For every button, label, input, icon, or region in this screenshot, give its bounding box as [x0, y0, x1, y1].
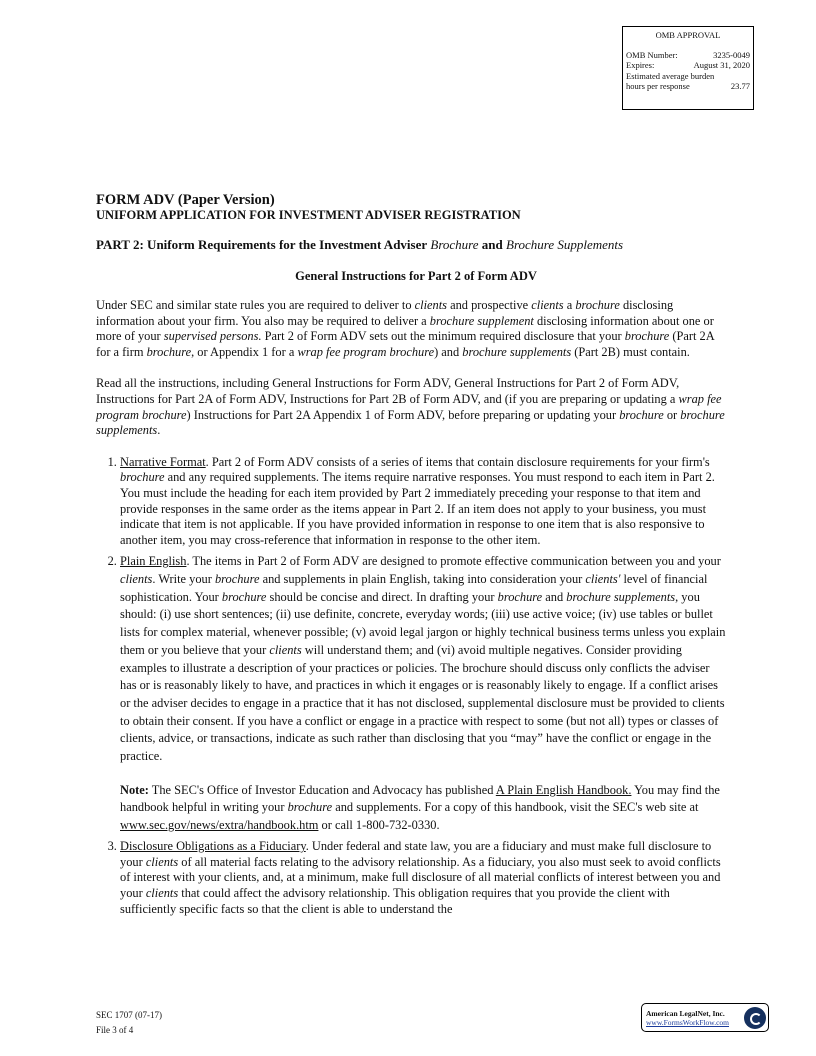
omb-title: OMB APPROVAL	[655, 30, 721, 40]
omb-expires-value: August 31, 2020	[693, 60, 750, 70]
logo-name: American LegalNet, Inc.	[646, 1008, 725, 1018]
part-heading: PART 2: Uniform Requirements for the Investment Adviser Brochure and Brochure Supplements	[96, 237, 624, 252]
form-subtitle: UNIFORM APPLICATION FOR INVESTMENT ADVISER REGISTRATION	[96, 208, 521, 222]
list-item: 1. Narrative Format. Part 2 of Form ADV consists of a series of items that contain disclosure requirements for your firm's brochure and any required supplements. The items require narrative responses. You must respond to each item in Part 2. You must include the heading for each item provided by Part 2 immediately preceding your response to that item and provide responses in the same order as the items appear in Part 2. If an item does not apply to your business, you must indicate that item is not applicable. If you have provided information in response to one item that is also responsive to another item, you may cross-reference that information in response to the other item.	[120, 455, 726, 549]
omb-expires-label: Expires:	[626, 60, 655, 70]
omb-burden-line: Estimated average burden	[626, 70, 715, 81]
logo-icon	[744, 1007, 766, 1029]
note-block: Note: The SEC's Office of Investor Education and Advocacy has published A Plain English Handbook. You may find the handbook helpful in writing your brochure and supplements. For a copy of this handbook, visit the SEC's web site at www.sec.gov/news/extra/handbook.htm or call 1-800-732-0330.	[120, 782, 720, 832]
page-number: File 3 of 4	[96, 1025, 134, 1035]
omb-number-value: 3235-0049	[713, 49, 750, 60]
sec-url-link[interactable]: www.sec.gov/news/extra/handbook.htm	[120, 817, 319, 832]
section-heading: General Instructions for Part 2 of Form ADV	[295, 269, 537, 283]
list-item: 2. Plain English. The items in Part 2 of Form ADV are designed to promote effective communication between you and your clients. Write your brochure and supplements in plain English, taking into consideration your clients' level of financial sophistication. Your brochure should be concise and direct. In drafting your brochure and brochure supplements, you should: (i) use short sentences; (ii) use definite, concrete, everyday words; (iii) use active voice; (iv) use tables or bullet lists for complex material, whenever possible; (v) avoid legal jargon or highly technical business terms unless you explain them or you believe that your clients will understand them; and (vi) avoid multiple negatives. Consider providing examples to illustrate a description of your practices or policies. The brochure should discuss only conflicts the adviser has or is reasonably likely to have, and practices in which it engages or is reasonably likely to engage. If a conflict arises or the adviser decides to engage in a practice that it has not disclosed, supplemental disclosure must be provided to clients to obtain their consent. If you have a conflict or engage in a practice with respect to some (but not all) types or classes of clients, advice, or transactions, indicate as such rather than disclosing that you “may” have the conflict or engage in the practice. Note: The SEC's Office of Investor Education and Advocacy has published A Plain English Handbook. You may find the handbook helpful in writing your brochure and supplements. For a copy of this handbook, visit the SEC's web site at www.sec.gov/news/extra/handbook.htm or call 1-800-732-0330.	[120, 553, 726, 834]
intro-paragraph-2: Read all the instructions, including General Instructions for Form ADV, General Instructions for Part 2 of Form ADV, Instructions for Part 2A of Form ADV, Instructions for Part 2B of Form ADV, and (if you are preparing or updating a wrap fee program brochure) Instructions for Part 2A Appendix 1 of Form ADV, before preparing or updating your brochure or brochure supplements.	[96, 376, 725, 438]
list-item: 3. Disclosure Obligations as a Fiduciary. Under federal and state law, you are a fiduciary and must make full disclosure to your clients of all material facts relating to the advisory relationship. As a fiduciary, you also must seek to avoid conflicts of interest with your clients, and, at a minimum, make full disclosure of all material conflicts of interest between you and your clients that could affect the advisory relationship. This obligation requires that you provide the client with sufficiently specific facts so that the client is able to understand the	[120, 839, 726, 917]
omb-number-label: OMB Number:	[626, 49, 678, 60]
handbook-link[interactable]: A Plain English Handbook.	[495, 782, 632, 797]
logo-url[interactable]: www.FormsWorkFlow.com	[646, 1017, 730, 1027]
page-footer	[96, 1008, 162, 1038]
omb-approval-box	[622, 26, 754, 110]
form-code: SEC 1707 (07-17)	[96, 1010, 162, 1020]
omb-burden-value: 23.77	[730, 81, 750, 91]
publisher-logo[interactable]	[641, 1003, 769, 1032]
intro-paragraph-1: Under SEC and similar state rules you are required to deliver to clients and prospective clients a brochure disclosing information about your firm. You also may be required to deliver a brochure supplement disclosing information about one or more of your supervised persons. Part 2 of Form ADV sets out the minimum required disclosure that your brochure (Part 2A for a firm brochure, or Appendix 1 for a wrap fee program brochure) and brochure supplements (Part 2B) must contain.	[96, 298, 715, 359]
form-title: FORM ADV (Paper Version)	[96, 192, 275, 208]
instruction-list	[96, 455, 726, 917]
omb-burden-label: hours per response	[626, 81, 690, 91]
document-body	[96, 298, 726, 922]
form-header	[96, 192, 736, 284]
